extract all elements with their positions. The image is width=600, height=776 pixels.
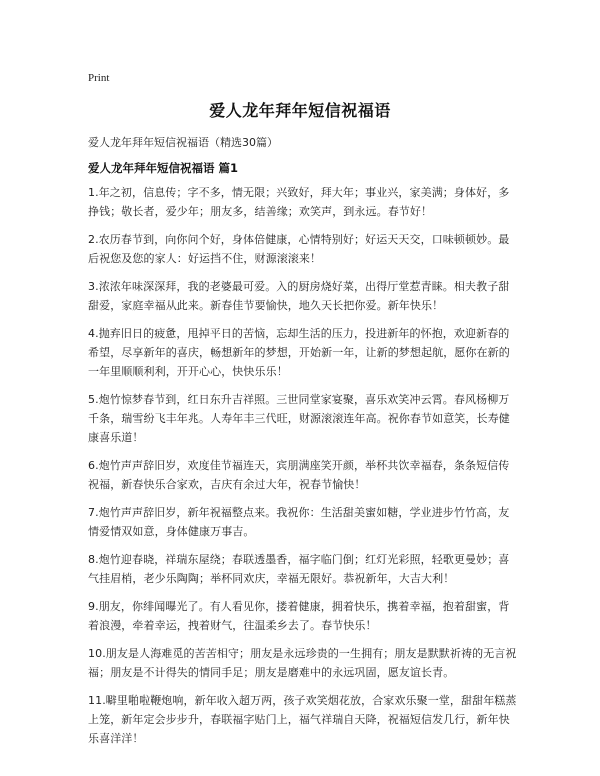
article-body [88,183,518,757]
paragraph: 5.炮竹惊梦春节到，红日东升吉祥照。三世同堂家宴聚，喜乐欢笑冲云霄。春风杨柳万千条，瑞雪纷飞丰年兆。人寿年丰三代旺，财源滚滚连年高。祝你春节如意笑，长寿健康喜乐道！ [88,393,510,444]
paragraph: 3.浓浓年味深深拜，我的老婆最可爱。入的厨房烧好菜，出得厅堂惹青睐。相夫教子甜甜爱，家庭幸福从此来。新春佳节要愉快，地久天长把你爱。新年快乐！ [88,280,510,312]
paragraph: 10.朋友是人海难觅的苦苦相守；朋友是永远珍贵的一生拥有；朋友是默默祈祷的无言祝福；朋友是不计得失的情同手足；朋友是磨难中的永远巩固，愿友谊长青。 [88,647,517,679]
section-heading: 爱人龙年拜年短信祝福语 篇1 [88,161,239,175]
paragraph: 7.炮竹声声辞旧岁，新年祝福整点来。我祝你：生活甜美蜜如糖，学业进步竹竹高，友情爱情双如意，身体健康万事吉。 [88,506,510,538]
paragraph: 9.朋友，你绯闻曝光了。有人看见你，搂着健康，拥着快乐，携着幸福，抱着甜蜜，背着浪漫，牵着幸运，拽着财气，往温柔乡去了。春节快乐！ [88,600,510,632]
paragraph: 6.炮竹声声辞旧岁，欢度佳节福连天，宾朋满座笑开颜，举杯共饮幸福春，条条短信传祝福，新春快乐合家欢，吉庆有余过大年，祝春节愉快！ [88,459,510,491]
paragraph: 4.抛弃旧日的疲惫，甩掉平日的苦恼，忘却生活的压力，投进新年的怀抱，欢迎新春的希望，尽享新年的喜庆，畅想新年的梦想，开始新一年，让新的梦想起航，愿你在新的一年里顺顺利利，开开心心，快快乐乐！ [88,327,510,378]
paragraph: 11.噼里啪啦鞭炮响，新年收入超万两，孩子欢笑烟花放，合家欢乐聚一堂，甜甜年糕蒸上笼，新年定会步步升，春联福字贴门上，福气祥瑞自天降，祝福短信发几行，新年快乐喜洋洋！ [88,694,517,745]
document-subtitle: 爱人龙年拜年短信祝福语（精选30篇） [88,136,278,149]
paragraph: 8.炮竹迎春晓，祥瑞东屋绕；春联透墨香，福字临门倒；红灯光彩照，轻歌更曼妙；喜气挂眉梢，老少乐陶陶；举杯同欢庆，幸福无限好。恭祝新年，大吉大利！ [88,553,510,585]
paragraph: 2.农历春节到，向你问个好，身体倍健康，心情特别好；好运天天交，口味顿顿妙。最后祝您及您的家人：好运挡不住，财源滚滚来！ [88,233,510,265]
print-label: Print [88,72,110,84]
paragraph: 1.年之初，信息传；字不多，情无限；兴致好，拜大年；事业兴，家美满；身体好，多挣钱；敬长者，爱少年；朋友多，结善缘；欢笑声，到永远。春节好！ [88,186,510,218]
page-title: 爱人龙年拜年短信祝福语 [209,101,391,120]
